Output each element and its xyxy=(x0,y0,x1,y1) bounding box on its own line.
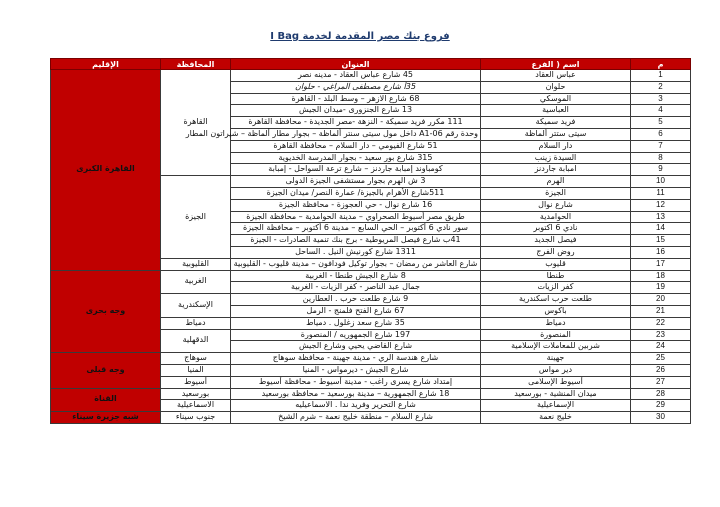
branch-name: سيتى ستتر ألماظة xyxy=(481,128,631,140)
page-title: فروع بنك مصر المقدمة لخدمة I Bag xyxy=(270,31,450,42)
branch-name: الموسكي xyxy=(481,93,631,105)
branch-address: 111 مكرر فريد سميكة - النزهة -مصر الجديدة - محافظة القاهرة xyxy=(231,117,481,129)
table-row xyxy=(51,70,691,82)
header-governorate: المحافظة xyxy=(161,59,231,70)
branch-address: شارع التحرير وفريد ندا . الاسماعيليه xyxy=(231,400,481,412)
governorate-cell: الجيزة xyxy=(161,176,231,259)
branch-address: 35 شارع سعد زغلول . دمياط xyxy=(231,317,481,329)
row-number: 9 xyxy=(631,164,691,176)
branch-name: شربين للمعاملات الإسلامية xyxy=(481,341,631,353)
governorate-cell: سوهاج xyxy=(161,353,231,365)
branch-name: دار السلام xyxy=(481,140,631,152)
governorate-cell: الغربية xyxy=(161,270,231,294)
branch-name: الجيزة xyxy=(481,187,631,199)
branch-address: شارع الجيش - ديرمواس - المنيا xyxy=(231,364,481,376)
branch-address: 68 شارع الازهر – وسط البلد - القاهرة xyxy=(231,93,481,105)
header-num: م xyxy=(631,59,691,70)
row-number: 5 xyxy=(631,117,691,129)
row-number: 25 xyxy=(631,353,691,365)
governorate-cell: الاسماعيلية xyxy=(161,400,231,412)
governorate-cell: دمياط xyxy=(161,317,231,329)
row-number: 11 xyxy=(631,187,691,199)
region-cell: القناة xyxy=(51,388,161,412)
branch-name: الهرم xyxy=(481,176,631,188)
governorate-cell: القاهرة xyxy=(161,70,231,176)
branch-name: قليوب xyxy=(481,258,631,270)
row-number: 18 xyxy=(631,270,691,282)
region-cell: القاهرة الكبرى xyxy=(51,70,161,271)
row-number: 4 xyxy=(631,105,691,117)
branch-address: 41ب شارع فيصل المريوطية - برج بنك تنمية الصادرات - الجيزة xyxy=(231,235,481,247)
row-number: 8 xyxy=(631,152,691,164)
branch-name: روض الفرج xyxy=(481,246,631,258)
row-number: 7 xyxy=(631,140,691,152)
branch-address: إمتداد شارع يسرى راغب - مدينة أسيوط - محافظة أسيوط xyxy=(231,376,481,388)
branch-address: سور نادي 6 أكتوبر – الحي السابع – مدينة 6 أكتوبر – محافظة الجيزة xyxy=(231,223,481,235)
branch-address: 3 ش الهرم بجوار مستشفى الجيزة الدولى xyxy=(231,176,481,188)
branch-name: حلوان xyxy=(481,81,631,93)
row-number: 23 xyxy=(631,329,691,341)
row-number: 20 xyxy=(631,294,691,306)
table-row xyxy=(51,270,691,282)
branch-address: طريق مصر أسيوط الصحراوي – مدينة الحوامدية – محافظة الجيزة xyxy=(231,211,481,223)
branch-address: 13 شارع الجنزورى -ميدان الجيش xyxy=(231,105,481,117)
branch-name: أسيوط الإسلامى xyxy=(481,376,631,388)
branch-name: العباسية xyxy=(481,105,631,117)
branch-name: فيصل الجديد xyxy=(481,235,631,247)
table-row xyxy=(51,353,691,365)
branch-address: 45 شارع عباس العقاد - مدينه نصر xyxy=(231,70,481,82)
row-number: 22 xyxy=(631,317,691,329)
table-row xyxy=(51,412,691,424)
governorate-cell: المنيا xyxy=(161,364,231,376)
row-number: 19 xyxy=(631,282,691,294)
branch-name: ميدان المنشية - بورسعيد xyxy=(481,388,631,400)
row-number: 16 xyxy=(631,246,691,258)
row-number: 3 xyxy=(631,93,691,105)
row-number: 15 xyxy=(631,235,691,247)
row-number: 2 xyxy=(631,81,691,93)
branches-table xyxy=(50,58,691,424)
branch-name: باكوس xyxy=(481,305,631,317)
row-number: 26 xyxy=(631,364,691,376)
branch-address: 8 شارع الجيش طنطا - الغربية xyxy=(231,270,481,282)
row-number: 24 xyxy=(631,341,691,353)
branch-name: الحوامدية xyxy=(481,211,631,223)
row-number: 12 xyxy=(631,199,691,211)
governorate-cell: جنوب سيناء xyxy=(161,412,231,424)
header-address: العنوان xyxy=(231,59,481,70)
header-branch: اسم ( الفرع xyxy=(481,59,631,70)
branch-address: 315 شارع بور سعيد - بجوار المدرسة الخديوية xyxy=(231,152,481,164)
branch-name: المنصورة xyxy=(481,329,631,341)
branch-name: كفر الزيات xyxy=(481,282,631,294)
branch-name: دمياط xyxy=(481,317,631,329)
branch-address: 67 شارع الفتح فلمنج - الرمل xyxy=(231,305,481,317)
branch-name: الإسماعيلية xyxy=(481,400,631,412)
row-number: 21 xyxy=(631,305,691,317)
table-body xyxy=(51,70,691,424)
branch-name: نادي 6 اكتوبر xyxy=(481,223,631,235)
branch-name: امبابة جاردنز xyxy=(481,164,631,176)
row-number: 28 xyxy=(631,388,691,400)
row-number: 13 xyxy=(631,211,691,223)
row-number: 1 xyxy=(631,70,691,82)
branch-address: 35أ شارع مصطفى المراغي - حلوان xyxy=(231,81,481,93)
region-cell: وجه بحرى xyxy=(51,270,161,353)
branch-address: جمال عبد الناصر - كفر الزيات - الغربية xyxy=(231,282,481,294)
branch-address: 16 شارع نوال - حي العجوزة - محافظة الجيزة xyxy=(231,199,481,211)
branch-address: شارع العاشر من رمضان – بجوار توكيل فودافون – مدينة قليوب - القليوبية xyxy=(231,258,481,270)
branch-address: 197 شارع الجمهوريه / المنصورة xyxy=(231,329,481,341)
branch-name: طنطا xyxy=(481,270,631,282)
header-region: الإقليم xyxy=(51,59,161,70)
row-number: 30 xyxy=(631,412,691,424)
branch-address: وحدة رقم A1-06 داخل مول سيتى سنتر ألماظة – بجوار مطار ألماظة – شيراتون المطار xyxy=(231,128,481,140)
branch-address: كومباوند إمبابة جاردنز – شارع ترعة السواحل - إمبابة xyxy=(231,164,481,176)
governorate-cell: الدقهلية xyxy=(161,329,231,353)
branch-name: جهينة xyxy=(481,353,631,365)
governorate-cell: بورسعيد xyxy=(161,388,231,400)
branch-address: شارع هندسة الري - مدينة جهينة - محافظة سوهاج xyxy=(231,353,481,365)
row-number: 6 xyxy=(631,128,691,140)
branch-address: شارع السلام – منطقة خليج نعمة – شرم الشيخ xyxy=(231,412,481,424)
branch-address: 9 شارع طلعت حرب . العطارين xyxy=(231,294,481,306)
governorate-cell: أسيوط xyxy=(161,376,231,388)
row-number: 27 xyxy=(631,376,691,388)
region-cell: وجه قبلى xyxy=(51,353,161,388)
table-row xyxy=(51,388,691,400)
table-header-row xyxy=(51,59,691,70)
branch-name: طلعت حرب اسكندرية xyxy=(481,294,631,306)
branch-name: عباس العقاد xyxy=(481,70,631,82)
branch-address: 51 شارع الفيومي – دار السلام – محافظة القاهرة xyxy=(231,140,481,152)
branch-name: السيدة زينب xyxy=(481,152,631,164)
branch-name: دير مواس xyxy=(481,364,631,376)
branch-address: 1311 شارع كورنيش النيل . الساحل xyxy=(231,246,481,258)
branch-name: فريد سميكة xyxy=(481,117,631,129)
branch-address: 18 شارع الجمهورية – مدينة بورسعيد – محافظة بورسعيد xyxy=(231,388,481,400)
branch-name: شارع نوال xyxy=(481,199,631,211)
branch-address: 511شارع الأهرام بالجيزة/ عمارة النصر/ ميدان الجيزة xyxy=(231,187,481,199)
region-cell: شبه جزيرة سيناء xyxy=(51,412,161,424)
branch-name: خليج نعمة xyxy=(481,412,631,424)
row-number: 29 xyxy=(631,400,691,412)
row-number: 17 xyxy=(631,258,691,270)
row-number: 10 xyxy=(631,176,691,188)
branch-address: شارع القاضي يحيي وشارع الجيش xyxy=(231,341,481,353)
governorate-cell: القليوبية xyxy=(161,258,231,270)
governorate-cell: الإسكندرية xyxy=(161,294,231,318)
row-number: 14 xyxy=(631,223,691,235)
